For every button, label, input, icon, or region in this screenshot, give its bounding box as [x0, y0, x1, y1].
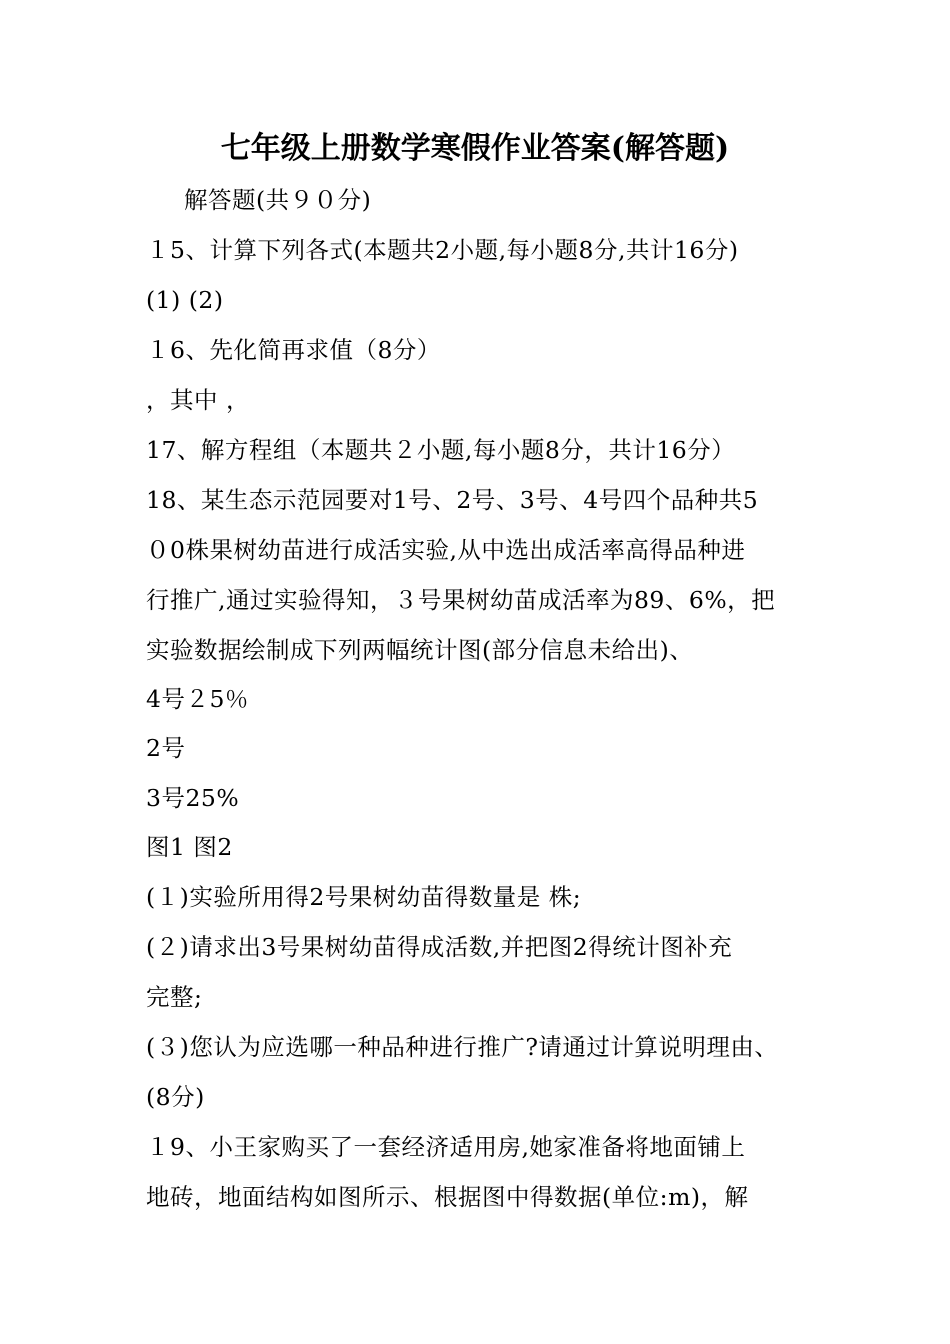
question-18-part-2: (２)请求出3号果树幼苗得成活数,并把图2得统计图补充 [146, 933, 733, 961]
figure-label-2: 2号 [146, 734, 186, 762]
question-19-line-2: 地砖，地面结构如图所示、根据图中得数据(单位:m)，解 [146, 1183, 749, 1211]
question-18-part-3-score: (8分) [146, 1083, 205, 1111]
question-18-line-3: 行推广,通过实验得知，３号果树幼苗成活率为89、6%，把 [146, 586, 776, 614]
question-18-part-1: (１)实验所用得2号果树幼苗得数量是 株; [146, 883, 582, 911]
question-16-condition: ，其中 ， [146, 386, 250, 414]
document-title: 七年级上册数学寒假作业答案(解答题) [220, 131, 730, 166]
question-17: 17、解方程组（本题共２小题,每小题8分，共计16分） [146, 436, 736, 464]
question-15-parts: (1) (2) [146, 286, 224, 314]
figure-label-3: 3号25% [146, 784, 240, 812]
section-heading: 解答题(共９０分) [184, 186, 372, 214]
question-18-line-2: ０0株果树幼苗进行成活实验,从中选出成活率高得品种进 [146, 536, 746, 564]
figure-label-4: 4号２5％ [146, 685, 249, 713]
question-18-part-2-cont: 完整; [146, 983, 203, 1011]
question-16: １6、先化简再求值（8分） [146, 336, 441, 364]
question-19-line-1: １9、小王家购买了一套经济适用房,她家准备将地面铺上 [146, 1133, 746, 1161]
question-18-line-4: 实验数据绘制成下列两幅统计图(部分信息未给出)、 [146, 636, 694, 664]
question-18-line-1: 18、某生态示范园要对1号、2号、3号、4号四个品种共5 [146, 486, 759, 514]
figure-captions: 图1 图2 [146, 833, 233, 861]
question-15: １5、计算下列各式(本题共2小题,每小题8分,共计16分) [146, 236, 739, 264]
question-18-part-3: (３)您认为应选哪一种品种进行推广?请通过计算说明理由、 [146, 1033, 779, 1061]
